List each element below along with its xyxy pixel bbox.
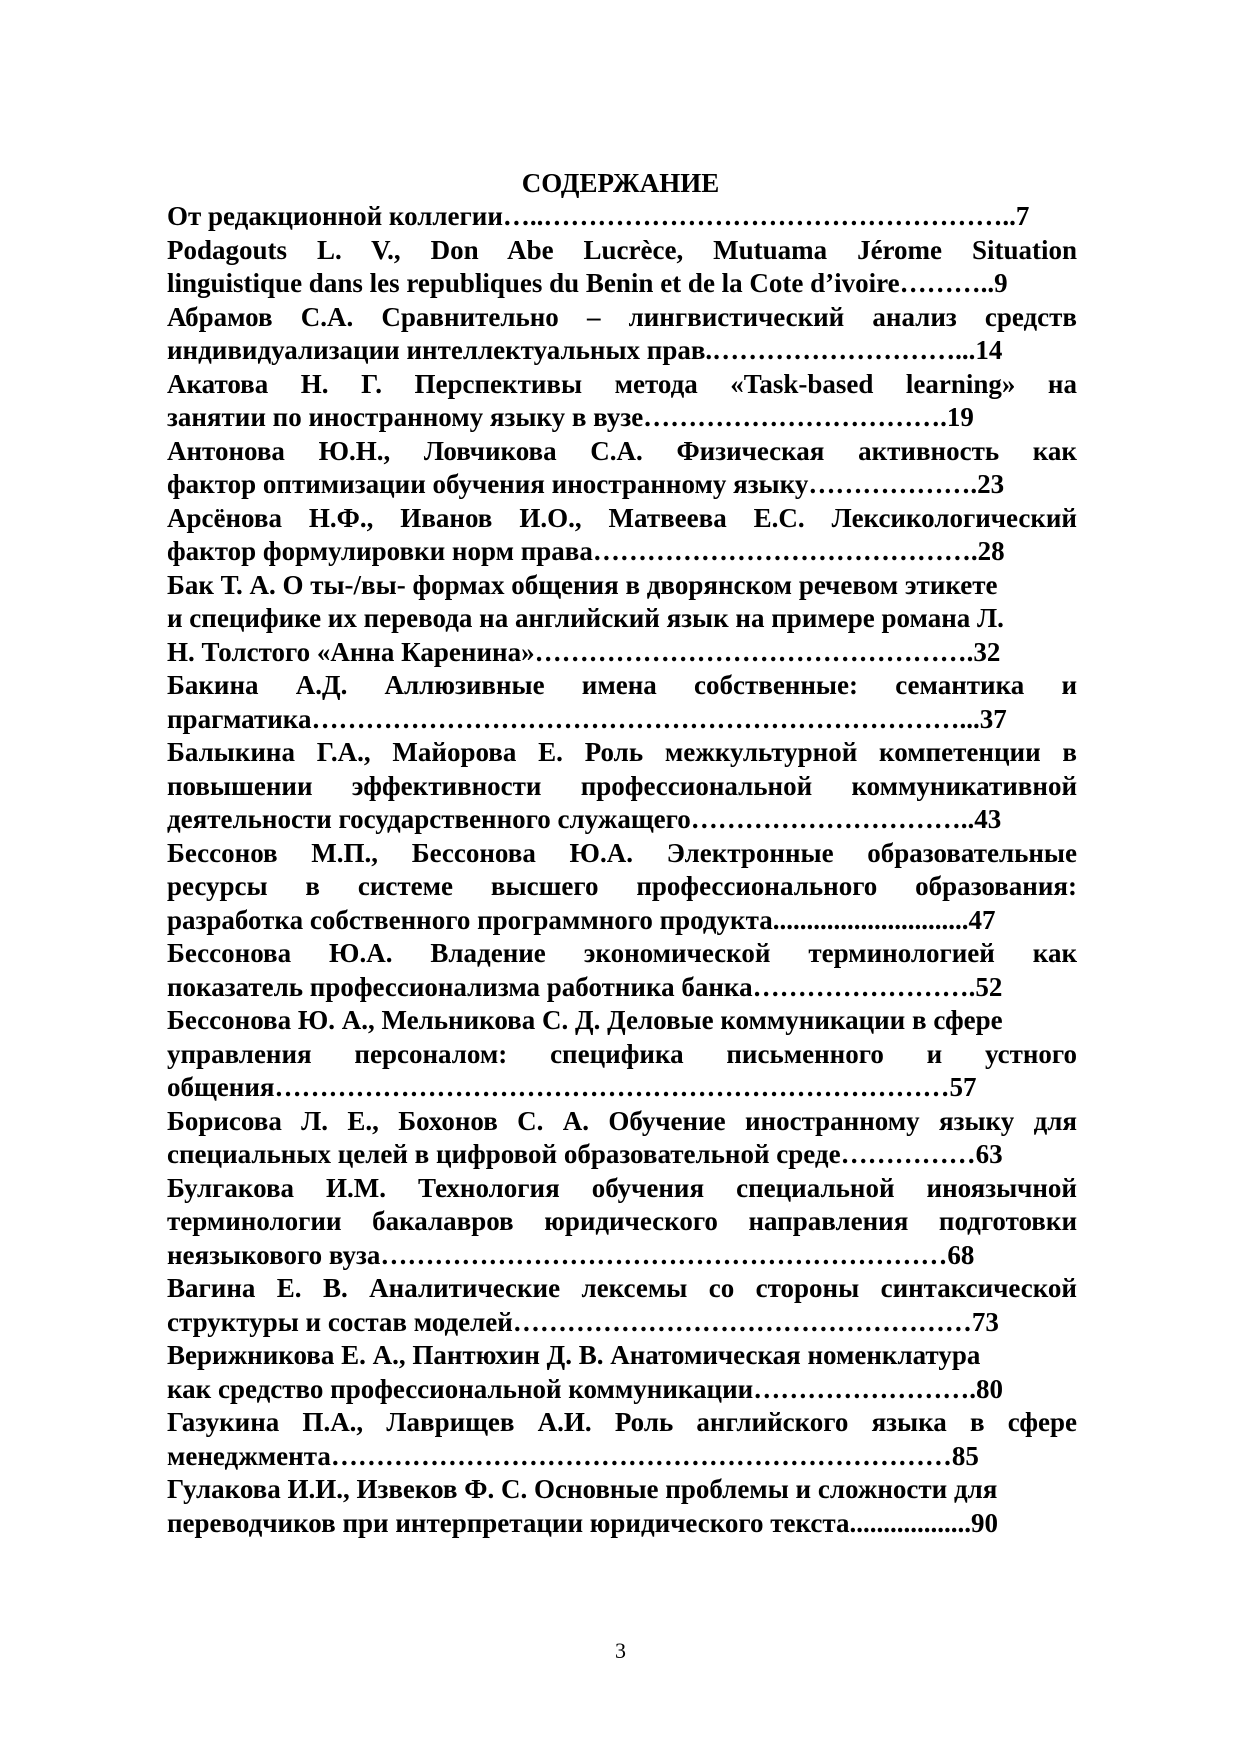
toc-line: как средство профессиональной коммуникации…………………….80 (167, 1373, 1003, 1404)
toc-line: структуры и состав моделей……………………………………………73 (167, 1306, 999, 1337)
toc-line: Бессонова Ю. А., Мельникова С. Д. Деловые коммуникации в сфере (167, 1005, 1003, 1035)
toc-line: Акатова Н. Г. Перспективы метода «Task-based learning» на (167, 368, 1077, 399)
toc-line: разработка собственного программного продукта.............................47 (167, 904, 996, 935)
toc-line: Борисова Л. Е., Бохонов С. А. Обучение иностранному языку для (167, 1105, 1077, 1136)
toc-line: повышении эффективности профессиональной коммуникативной (167, 770, 1077, 801)
toc-line: Бак Т. А. О ты-/вы- формах общения в дворянском речевом этикете (167, 569, 998, 600)
toc-line: и специфике их перевода на английский язык на примере романа Л. (167, 603, 1004, 633)
toc-line: Газукина П.А., Лаврищев А.И. Роль английского языка в сфере (167, 1407, 1077, 1437)
table-of-contents (167, 200, 1077, 1540)
toc-line: Бессонов М.П., Бессонова Ю.А. Электронные образовательные (167, 837, 1077, 868)
toc-line: Вагина Е. В. Аналитические лексемы со стороны синтаксической (167, 1273, 1077, 1303)
toc-line: неязыкового вуза………………………………………………………68 (167, 1239, 975, 1270)
toc-line: Верижникова Е. А., Пантюхин Д. В. Анатомическая номенклатура (167, 1340, 981, 1370)
toc-line: linguistique dans les republiques du Benin et de la Cote d’ivoire………..9 (167, 268, 1008, 298)
toc-line: общения…………………………………………………………………57 (167, 1072, 977, 1102)
toc-line: Булгакова И.М. Технология обучения специальной иноязычной (167, 1172, 1077, 1203)
toc-line: переводчиков при интерпретации юридического текста..................90 (167, 1507, 998, 1538)
toc-line: Podagouts L. V., Don Abe Lucrèce, Mutuama Jérome Situation (167, 234, 1077, 265)
toc-line: терминологии бакалавров юридического направления подготовки (167, 1206, 1077, 1236)
toc-line: фактор формулировки норм права…………………………………….28 (167, 536, 1005, 566)
toc-line: Антонова Ю.Н., Ловчикова С.А. Физическая активность как (167, 435, 1077, 466)
toc-line: Балыкина Г.А., Майорова Е. Роль межкультурной компетенции в (167, 737, 1077, 767)
toc-line: Бакина А.Д. Аллюзивные имена собственные: семантика и (167, 670, 1077, 700)
toc-line: фактор оптимизации обучения иностранному языку……………….23 (167, 469, 1005, 499)
toc-line: Абрамов С.А. Сравнительно – лингвистический анализ средств (167, 301, 1077, 332)
toc-line: индивидуализации интеллектуальных прав.………………………...14 (167, 335, 1003, 365)
toc-line: специальных целей в цифровой образовательной среде……………63 (167, 1139, 1003, 1169)
toc-line: деятельности государственного служащего…………………………..43 (167, 804, 1002, 834)
toc-line: прагматика………………………………………………………………...37 (167, 703, 1007, 734)
page-title: СОДЕРЖАНИЕ (521, 168, 720, 198)
page-number: 3 (615, 1638, 626, 1663)
toc-line: занятии по иностранному языку в вузе…………………………….19 (167, 402, 974, 432)
toc-line: ресурсы в системе высшего профессионального образования: (167, 871, 1077, 901)
toc-line: Н. Толстого «Анна Каренина»………………………………………….32 (167, 636, 1001, 667)
toc-line: показатель профессионализма работника банка…………………….52 (167, 971, 1003, 1002)
toc-line: управления персоналом: специфика письменного и устного (167, 1038, 1077, 1069)
toc-line: От редакционной коллегии…..……………………………………………..7 (167, 201, 1030, 231)
toc-line: Бессонова Ю.А. Владение экономической терминологией как (167, 938, 1077, 968)
toc-line: Гулакова И.И., Извеков Ф. С. Основные проблемы и сложности для (167, 1474, 998, 1504)
toc-line: менеджмента……………………………………………………………85 (167, 1440, 979, 1471)
toc-line: Арсёнова Н.Ф., Иванов И.О., Матвеева Е.С. Лексикологический (167, 502, 1077, 533)
